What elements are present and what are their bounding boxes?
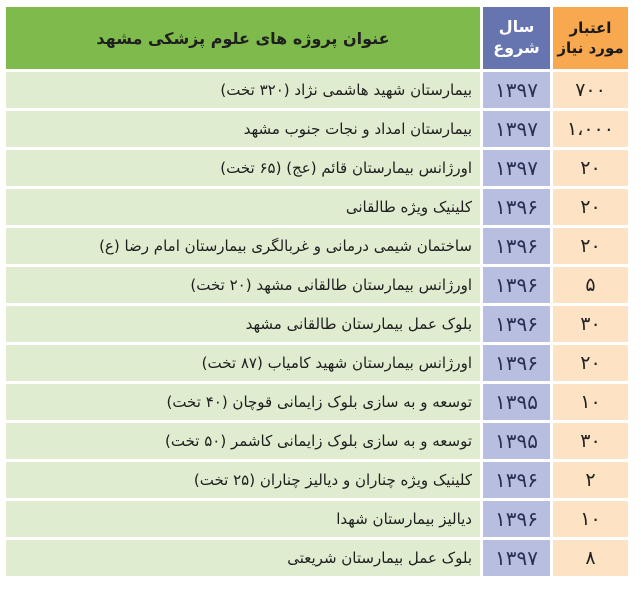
budget-cell: ۲۰ xyxy=(553,150,628,186)
budget-cell: ۳۰ xyxy=(553,306,628,342)
budget-cell: ۲۰ xyxy=(553,189,628,225)
table-row xyxy=(6,540,628,576)
year-cell: ۱۳۹۷ xyxy=(483,72,550,108)
projects-table xyxy=(3,4,631,579)
year-cell: ۱۳۹۵ xyxy=(483,423,550,459)
table-row xyxy=(6,462,628,498)
table-row xyxy=(6,306,628,342)
title-cell: ساختمان شیمی درمانی و غربالگری بیمارستان امام رضا (ع) xyxy=(6,228,480,264)
title-cell: توسعه و به سازی بلوک زایمانی قوچان (۴۰ تخت) xyxy=(6,384,480,420)
table-row xyxy=(6,501,628,537)
budget-cell: ۲ xyxy=(553,462,628,498)
title-cell: اورژانس بیمارستان طالقانی مشهد (۲۰ تخت) xyxy=(6,267,480,303)
budget-cell: ۳۰ xyxy=(553,423,628,459)
table-row xyxy=(6,345,628,381)
header-year xyxy=(483,7,550,69)
year-cell: ۱۳۹۷ xyxy=(483,111,550,147)
title-cell: دیالیز بیمارستان شهدا xyxy=(6,501,480,537)
table-row xyxy=(6,228,628,264)
header-year-line1: سال xyxy=(498,17,535,37)
header-budget xyxy=(553,7,628,69)
table-row xyxy=(6,267,628,303)
title-cell: بلوک عمل بیمارستان شریعتی xyxy=(6,540,480,576)
table-row xyxy=(6,72,628,108)
title-cell: بلوک عمل بیمارستان طالقانی مشهد xyxy=(6,306,480,342)
table-row xyxy=(6,150,628,186)
budget-cell: ۱۰ xyxy=(553,384,628,420)
header-budget-line1: اعتبار xyxy=(569,18,612,37)
title-cell: بیمارستان شهید هاشمی نژاد (۳۲۰ تخت) xyxy=(6,72,480,108)
budget-cell: ۵ xyxy=(553,267,628,303)
table-row xyxy=(6,384,628,420)
header-budget-line2: مورد نیاز xyxy=(557,39,624,57)
header-row xyxy=(6,7,628,69)
table-row xyxy=(6,423,628,459)
title-cell: کلینیک ویژه طالقانی xyxy=(6,189,480,225)
year-cell: ۱۳۹۶ xyxy=(483,462,550,498)
budget-cell: ۲۰ xyxy=(553,228,628,264)
header-title: عنوان پروژه های علوم پزشکی مشهد xyxy=(6,7,480,69)
budget-cell: ۸ xyxy=(553,540,628,576)
title-cell: توسعه و به سازی بلوک زایمانی کاشمر (۵۰ تخت) xyxy=(6,423,480,459)
title-cell: کلینیک ویژه چناران و دیالیز چناران (۲۵ تخت) xyxy=(6,462,480,498)
budget-cell: ۱،۰۰۰ xyxy=(553,111,628,147)
budget-cell: ۲۰ xyxy=(553,345,628,381)
title-cell: اورژانس بیمارستان شهید کامیاب (۸۷ تخت) xyxy=(6,345,480,381)
header-year-line2: شروع xyxy=(493,38,540,57)
title-cell: اورژانس بیمارستان قائم (عج) (۶۵ تخت) xyxy=(6,150,480,186)
year-cell: ۱۳۹۷ xyxy=(483,540,550,576)
title-cell: بیمارستان امداد و نجات جنوب مشهد xyxy=(6,111,480,147)
year-cell: ۱۳۹۶ xyxy=(483,228,550,264)
year-cell: ۱۳۹۶ xyxy=(483,345,550,381)
table-row xyxy=(6,189,628,225)
year-cell: ۱۳۹۵ xyxy=(483,384,550,420)
year-cell: ۱۳۹۶ xyxy=(483,501,550,537)
budget-cell: ۷۰۰ xyxy=(553,72,628,108)
year-cell: ۱۳۹۶ xyxy=(483,306,550,342)
year-cell: ۱۳۹۷ xyxy=(483,150,550,186)
year-cell: ۱۳۹۶ xyxy=(483,189,550,225)
year-cell: ۱۳۹۶ xyxy=(483,267,550,303)
budget-cell: ۱۰ xyxy=(553,501,628,537)
table-row xyxy=(6,111,628,147)
